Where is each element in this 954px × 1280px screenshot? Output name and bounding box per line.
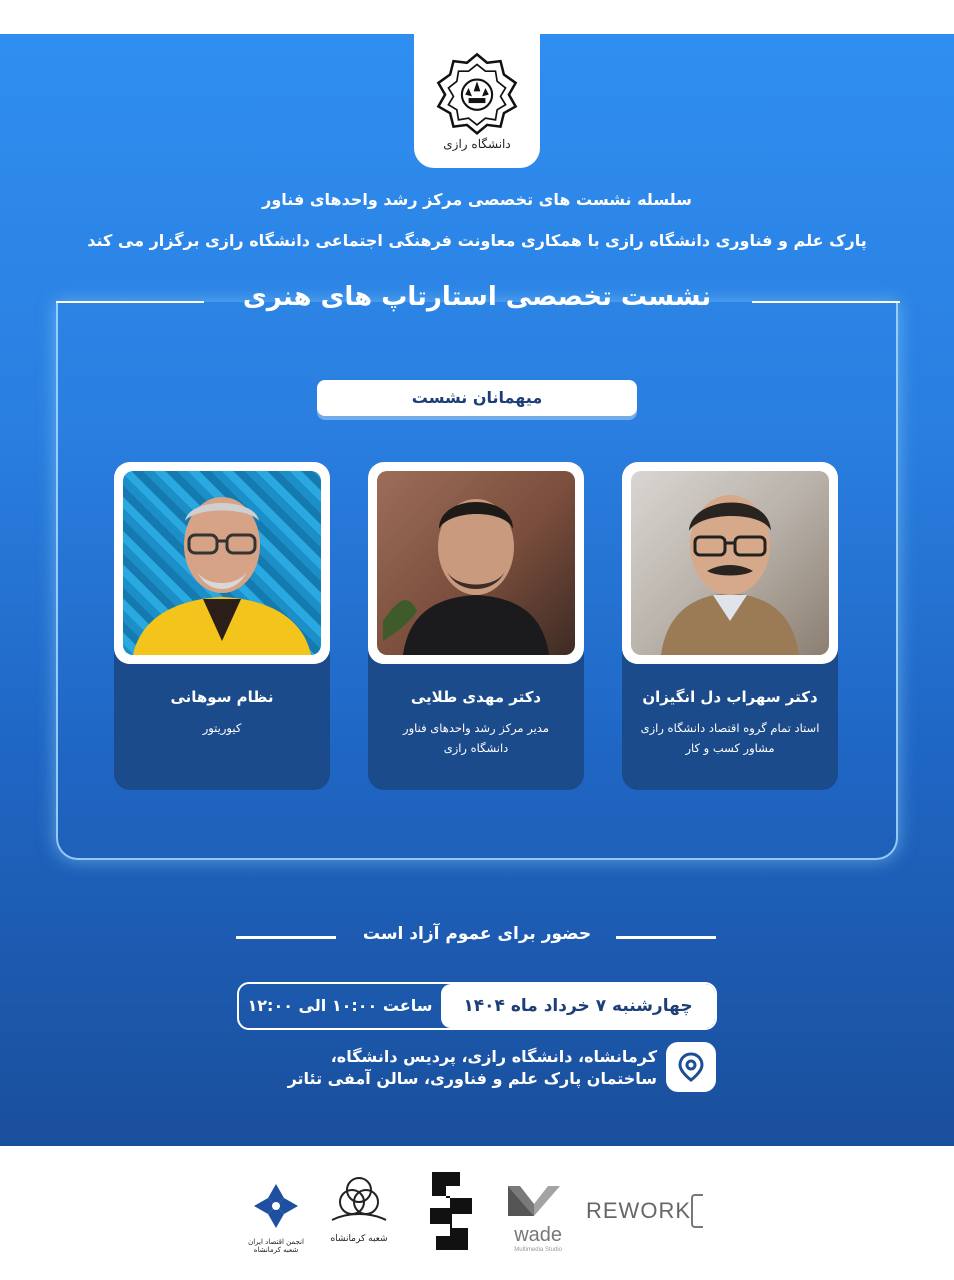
event-poster [0,34,954,1146]
guest-desc-3-line1: کیوریتور [202,721,242,735]
triple-circle-icon [328,1174,390,1230]
university-logo [414,34,540,168]
wade-subtitle: Multimedia Studio [514,1247,562,1253]
guest-desc-1 [622,718,838,758]
econ-flower-icon [248,1178,304,1234]
guest-desc-3 [114,718,330,738]
guest-photo-frame [114,462,330,664]
person-silhouette-icon [377,471,575,655]
guest-photo-3 [123,471,321,655]
rework-logo [586,1194,703,1228]
calligraphy-logo [424,1168,480,1258]
date-time-box [237,982,717,1030]
econ-association-logo [248,1178,304,1254]
logo-caption: دانشگاه رازی [443,137,511,151]
guest-name-2: دکتر مهدی طلایی [410,688,542,706]
guest-photo-1 [631,471,829,655]
event-address [237,1046,657,1090]
map-pin-icon [678,1052,704,1082]
regional-association-logo [328,1174,390,1244]
person-silhouette-icon [631,471,829,655]
open-to-public-text: حضور برای عموم آزاد است [362,924,592,944]
guest-card-2 [368,462,584,790]
intro-line-1: سلسله نشست های تخصصی مرکز رشد واحدهای فناور [262,190,692,209]
guest-card-1 [622,462,838,790]
event-date: چهارشنبه ۷ خرداد ماه ۱۴۰۴ [441,984,715,1028]
calligraphy-mark-icon [424,1168,480,1254]
guest-desc-1-line1: استاد تمام گروه اقتصاد دانشگاه رازی [640,721,820,735]
assoc-caption: شعبه کرمانشاه [330,1234,388,1244]
location-badge [666,1042,716,1092]
guest-name-3: نظام سوهانی [170,688,274,706]
guest-desc-2 [368,718,584,758]
guest-desc-2-line1: مدیر مرکز رشد واحدهای فناور [403,721,549,735]
guests-label: میهمانان نشست [317,380,637,416]
person-silhouette-icon [123,471,321,655]
wade-text: wade [514,1224,562,1246]
rework-text: REWORK [586,1198,691,1223]
guest-photo-frame [368,462,584,664]
guest-photo-frame [622,462,838,664]
guest-photo-2 [377,471,575,655]
guest-desc-1-line2: مشاور کسب و کار [685,741,775,755]
razi-emblem-icon [435,51,519,135]
sponsor-logos [0,1150,954,1280]
event-title: نشست تخصصی استارتاپ های هنری [242,282,712,312]
intro-line-2: پارک علم و فناوری دانشگاه رازی با همکاری معاونت فرهنگی اجتماعی دانشگاه رازی برگزار می کند [87,231,867,250]
guest-card-3 [114,462,330,790]
rework-bracket-icon [691,1194,703,1228]
guest-name-1: دکتر سهراب دل انگیزان [642,688,818,706]
address-line-1: کرمانشاه، دانشگاه رازی، پردیس دانشگاه، [330,1047,657,1066]
address-line-2: ساختمان پارک علم و فناوری، سالن آمفی تئاتر [287,1069,657,1088]
wade-mark-icon [506,1182,562,1220]
event-time: ساعت ۱۰:۰۰ الی ۱۲:۰۰ [247,996,433,1015]
wade-logo [506,1182,562,1253]
guest-desc-2-line2: دانشگاه رازی [443,741,509,755]
econ-caption: انجمن اقتصاد ایران شعبه کرمانشاه [248,1238,304,1254]
